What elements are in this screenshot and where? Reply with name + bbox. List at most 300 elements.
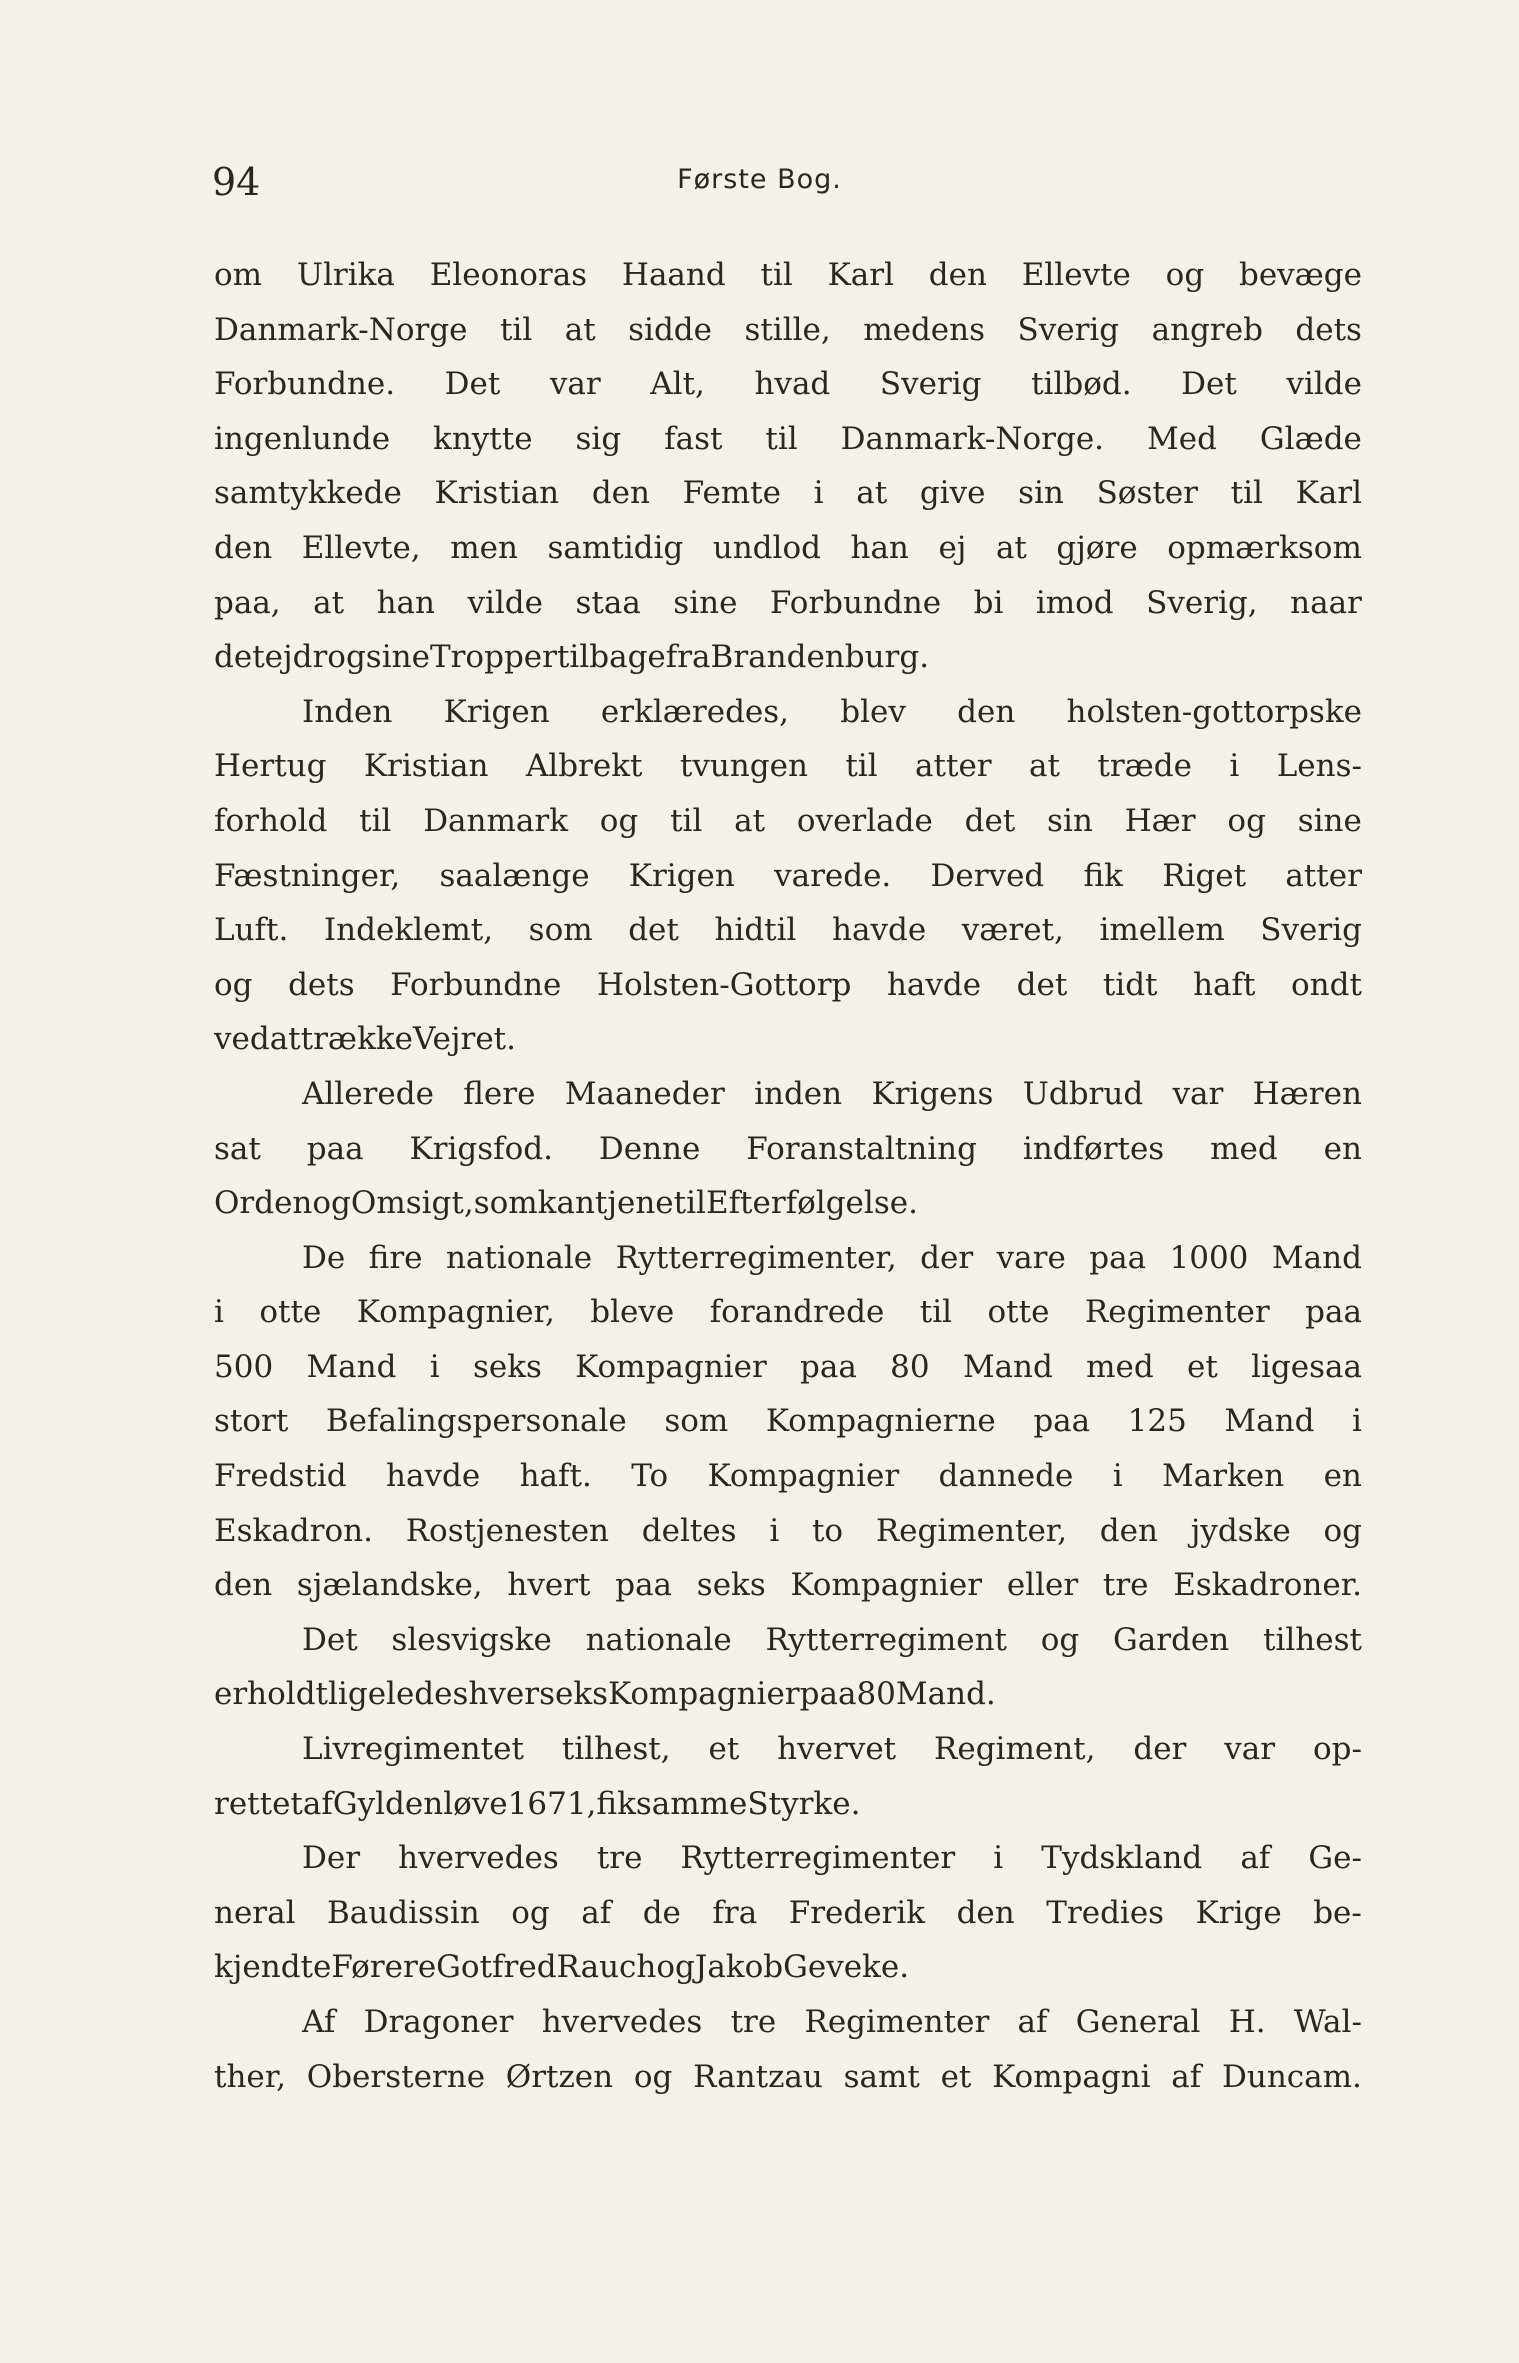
word: holsten-gottorpske [1066, 693, 1362, 730]
text-line [214, 630, 1362, 685]
word: Ulrika [296, 257, 395, 293]
word: Albrekt [525, 748, 643, 785]
text-line [214, 248, 1362, 303]
word: og [1323, 1512, 1362, 1549]
word: inden [754, 1075, 843, 1112]
word: To [631, 1458, 669, 1495]
word: erklæredes, [600, 693, 790, 730]
word: 1000 [1169, 1239, 1249, 1276]
text-line [214, 958, 1362, 1013]
word: haft [1193, 966, 1256, 1003]
word: bevæge [1238, 257, 1362, 293]
word: Efterfølgelse. [705, 1185, 918, 1222]
word: den [1099, 1512, 1158, 1549]
word: Dragoner [363, 2004, 514, 2040]
word: der [1133, 1731, 1187, 1768]
word: varede. [774, 857, 892, 894]
word: Alt, [650, 366, 705, 403]
word: Obersterne [306, 2058, 486, 2095]
word: 500 [214, 1348, 274, 1385]
word: imellem [1099, 912, 1225, 949]
word: Eskadroner. [1173, 1567, 1362, 1604]
word: ondt [1291, 966, 1362, 1003]
word: træde [1097, 748, 1192, 785]
word: Regimenter [1084, 1294, 1270, 1331]
word: i [993, 1840, 1004, 1877]
word: Fæstninger, [214, 857, 401, 894]
word: i [1351, 1403, 1362, 1440]
word: Jakob [694, 1949, 784, 1986]
word: staa [575, 584, 641, 621]
word: som [664, 1403, 729, 1440]
word: Det [444, 366, 501, 403]
word: vilde [467, 584, 543, 621]
word: Sverig [1017, 311, 1120, 348]
word: i [429, 1348, 440, 1385]
word: fra [665, 639, 711, 676]
word: Duncam. [1222, 2058, 1362, 2095]
word: til [670, 802, 703, 839]
word: 1671, [507, 1785, 597, 1822]
word: Denne [598, 1130, 701, 1167]
word: af [581, 1894, 612, 1931]
word: det [628, 912, 679, 949]
word: drog [292, 639, 366, 676]
word: dannede [938, 1458, 1074, 1495]
word: Ellevte, [301, 529, 421, 566]
word: Gotfred [436, 1949, 557, 1986]
word: trække [300, 1021, 413, 1058]
text-line [214, 1012, 1362, 1067]
word: Livregimentet [302, 1731, 524, 1768]
word: at [313, 584, 345, 621]
word: be- [1313, 1894, 1362, 1931]
word: et [940, 2058, 972, 2095]
word: tidt [1102, 966, 1158, 1003]
word: jydske [1190, 1512, 1291, 1549]
word: samtidig [547, 529, 684, 566]
word: til [499, 311, 533, 348]
word: Mand. [895, 1676, 996, 1713]
word: indførtes [1022, 1130, 1165, 1167]
word: der [920, 1239, 974, 1276]
word: Omsigt, [350, 1185, 474, 1222]
text-line [214, 1449, 1362, 1504]
word: to [811, 1512, 844, 1549]
word: kjendte [214, 1949, 332, 1986]
word: neral [214, 1894, 296, 1931]
word: paa [1033, 1403, 1091, 1440]
word: overlade [796, 802, 933, 839]
word: imod [1035, 584, 1114, 621]
word: atter [915, 748, 992, 785]
word: med [1210, 1130, 1278, 1167]
word: tilhest, [561, 1731, 671, 1768]
word: og [656, 1949, 695, 1986]
word: Det [302, 1621, 358, 1658]
word: Eskadron. [214, 1512, 373, 1549]
word: i [769, 1512, 780, 1549]
word: Kristian [363, 748, 489, 785]
word: den [591, 475, 650, 512]
word: vilde [1286, 366, 1362, 403]
word: Marken [1162, 1458, 1285, 1495]
word: sig [575, 420, 622, 457]
word: paa, [214, 584, 281, 621]
word: Krigens [871, 1075, 994, 1112]
word: havde [886, 966, 982, 1003]
word: forandrede [709, 1294, 885, 1331]
word: Femte [682, 475, 781, 512]
word: atter [1285, 857, 1362, 894]
word: af [302, 1785, 333, 1822]
word: det [1016, 966, 1068, 1003]
word: Tydskland [1041, 1840, 1203, 1877]
word: Danmark [423, 802, 568, 839]
word: Danmark-Norge. [840, 420, 1105, 457]
word: Maaneder [564, 1075, 725, 1112]
word: og [1165, 257, 1205, 293]
word: Holsten-Gottorp [596, 966, 852, 1003]
word: Kompagnier [575, 1348, 767, 1385]
word: rettet [214, 1785, 303, 1822]
word: Sverig, [1146, 584, 1258, 621]
word: vare [996, 1239, 1066, 1276]
word: til [1230, 475, 1263, 512]
word: været, [961, 912, 1064, 949]
word: Vejret. [413, 1021, 516, 1058]
word: han [850, 529, 909, 566]
word: og [511, 1894, 550, 1931]
page-number: 94 [212, 160, 261, 204]
word: forhold [214, 802, 328, 839]
word: til [919, 1294, 953, 1331]
text-line [214, 576, 1362, 631]
text-line [214, 685, 1362, 740]
word: Glæde [1259, 420, 1362, 457]
text-line [214, 849, 1362, 904]
word: et [1187, 1348, 1218, 1385]
word: Danmark-Norge [214, 311, 468, 348]
word: det [964, 802, 1016, 839]
text-line [214, 1722, 1362, 1777]
word: H. [1228, 2004, 1266, 2040]
word: paa [799, 1676, 857, 1713]
word: Regiment, [934, 1731, 1096, 1768]
word: Garden [1113, 1621, 1230, 1658]
word: kan [537, 1185, 595, 1222]
word: i [1112, 1458, 1123, 1495]
word: Krigen [443, 693, 550, 730]
word: Regimenter, [875, 1512, 1068, 1549]
word: Hær [1124, 802, 1196, 839]
word: samt [843, 2058, 920, 2095]
word: nationale [585, 1621, 732, 1658]
word: Sverig [879, 366, 982, 403]
word: 80 [856, 1676, 896, 1713]
text-line [214, 1231, 1362, 1286]
word: om [214, 257, 263, 293]
word: Luft. [214, 912, 289, 949]
word: det [214, 639, 265, 676]
word: Befalingspersonale [325, 1403, 627, 1440]
word: sin [1047, 802, 1093, 839]
word: Forbundne [769, 584, 942, 621]
word: hvervedes [541, 2004, 703, 2040]
word: af [1171, 2058, 1202, 2095]
word: dets [1295, 311, 1362, 348]
word: ligeledes [328, 1676, 469, 1713]
body-text [214, 248, 1362, 2104]
word: fik [596, 1785, 636, 1822]
word: Kompagnier [707, 1458, 900, 1495]
text-line [214, 1886, 1362, 1941]
word: ligesaa [1251, 1348, 1362, 1385]
word: deltes [641, 1512, 737, 1549]
word: sidde [628, 311, 712, 348]
text-line [214, 1940, 1362, 1995]
word: Kompagnier [608, 1676, 800, 1713]
word: Indeklemt, [323, 912, 494, 949]
text-line [214, 1394, 1362, 1449]
word: fast [664, 420, 723, 457]
word: af [1017, 2004, 1048, 2040]
word: Fredstid [214, 1458, 347, 1495]
word: fik [1083, 857, 1123, 894]
word: var [1172, 1075, 1224, 1112]
word: sine [365, 639, 430, 676]
word: at [269, 1021, 301, 1058]
word: men [450, 529, 518, 566]
word: Søster [1096, 475, 1198, 512]
word: Derved [930, 857, 1045, 894]
word: og [1040, 1621, 1080, 1658]
word: tilhest [1263, 1621, 1362, 1658]
word: Kompagni [992, 2058, 1151, 2095]
text-line [214, 2050, 1362, 2105]
text-line [214, 1613, 1362, 1668]
word: De [302, 1239, 346, 1276]
word: Mand [962, 1348, 1053, 1385]
word: til [673, 1185, 706, 1222]
word: nationale [445, 1239, 593, 1276]
word: Riget [1162, 857, 1247, 894]
text-line [214, 739, 1362, 794]
word: sin [1018, 475, 1064, 512]
word: 125 [1127, 1403, 1187, 1440]
word: Lens- [1276, 748, 1362, 785]
text-line [214, 466, 1362, 521]
word: flere [463, 1075, 536, 1112]
word: Regimenter [804, 2004, 990, 2040]
text-line [214, 1777, 1362, 1832]
word: Hertug [214, 748, 327, 785]
word: sat [214, 1130, 261, 1167]
word: paa [1089, 1239, 1147, 1276]
word: Rytterregiment [765, 1621, 1007, 1658]
word: en [1323, 1130, 1362, 1167]
word: hver [468, 1676, 540, 1713]
word: at [856, 475, 888, 512]
word: Krige [1195, 1894, 1282, 1931]
word: Tropper [429, 639, 557, 676]
word: Førere [331, 1949, 437, 1986]
word: slesvigske [391, 1621, 552, 1658]
word: seks [539, 1676, 609, 1713]
word: ther, [214, 2058, 287, 2095]
word: den [928, 257, 987, 293]
word: at [995, 529, 1027, 566]
word: den [957, 693, 1016, 730]
word: hvert [507, 1567, 591, 1604]
word: Med [1147, 420, 1217, 457]
word: Hæren [1252, 1075, 1362, 1112]
word: Wal- [1293, 2004, 1362, 2040]
text-line [214, 1831, 1362, 1886]
word: Ellevte [1021, 257, 1131, 293]
word: stille, [744, 311, 831, 348]
word: ej [938, 529, 967, 566]
word: af [1240, 1840, 1271, 1877]
text-line [214, 412, 1362, 467]
word: Geveke. [783, 1949, 910, 1986]
word: Karl [827, 257, 894, 293]
text-line [214, 357, 1362, 412]
word: hvervet [777, 1731, 897, 1768]
word: Styrke. [747, 1785, 861, 1822]
word: eller [1006, 1567, 1079, 1604]
word: Kompagnier [790, 1567, 983, 1604]
word: Krigen [628, 857, 735, 894]
word: Kompagnier, [356, 1294, 555, 1331]
word: hvad [754, 366, 831, 403]
word: seks [472, 1348, 542, 1385]
word: til [845, 748, 878, 785]
word: Udbrud [1022, 1075, 1144, 1112]
text-line [214, 1667, 1362, 1722]
word: sjælandske, [296, 1567, 483, 1604]
word: medens [863, 311, 986, 348]
word: paa [306, 1130, 364, 1167]
word: og [1227, 802, 1266, 839]
text-line [214, 1067, 1362, 1122]
word: Ge- [1308, 1840, 1362, 1877]
word: ved [214, 1021, 270, 1058]
word: paa [1305, 1294, 1362, 1331]
word: Rytterregimenter, [615, 1239, 897, 1276]
word: Forbundne [390, 966, 562, 1003]
word: stort [214, 1403, 289, 1440]
word: 80 [890, 1348, 930, 1385]
word: fra [712, 1894, 758, 1931]
word: tre [1102, 1567, 1149, 1604]
word: i [214, 1294, 224, 1331]
word: naar [1290, 584, 1362, 621]
word: havde [832, 912, 927, 949]
word: Tredies [1046, 1894, 1165, 1931]
word: tre [730, 2004, 777, 2040]
word: Kompagnierne [765, 1403, 996, 1440]
word: saalænge [439, 857, 590, 894]
word: Mand [306, 1348, 397, 1385]
word: hvervedes [398, 1840, 559, 1877]
word: Rantzau [693, 2058, 823, 2095]
word: Foranstaltning [746, 1130, 977, 1167]
word: opmærksom [1167, 529, 1362, 566]
word: til [760, 257, 793, 293]
word: erholdt [214, 1676, 329, 1713]
word: og [599, 802, 639, 839]
word: en [1323, 1458, 1362, 1495]
word: som [473, 1185, 538, 1222]
word: paa [615, 1567, 673, 1604]
word: Af [302, 2004, 336, 2040]
word: ingenlunde [214, 420, 391, 457]
word: Baudissin [327, 1894, 480, 1931]
word: otte [987, 1294, 1050, 1331]
word: General [1075, 2004, 1201, 2040]
word: gjøre [1056, 529, 1138, 566]
word: paa [800, 1348, 857, 1385]
word: den [214, 1567, 273, 1604]
word: tilbød. [1031, 366, 1132, 403]
text-line [214, 1995, 1362, 2050]
word: Frederik [788, 1894, 926, 1931]
word: angreb [1151, 311, 1263, 348]
word: den [956, 1894, 1015, 1931]
word: til [765, 420, 798, 457]
word: Orden [214, 1185, 313, 1222]
word: give [919, 475, 986, 512]
text-line [214, 1504, 1362, 1559]
text-line [214, 303, 1362, 358]
word: Inden [302, 693, 393, 730]
word: otte [259, 1294, 322, 1331]
word: knytte [433, 420, 533, 457]
word: seks [696, 1567, 766, 1604]
text-line [214, 1285, 1362, 1340]
word: Kristian [434, 475, 560, 512]
word: at [1029, 748, 1060, 785]
word: den [214, 529, 273, 566]
word: tjene [594, 1185, 674, 1222]
word: Brandenburg. [710, 639, 930, 676]
word: Haand [621, 257, 726, 293]
word: tilbage [556, 639, 666, 676]
word: Mand [1271, 1239, 1362, 1276]
word: Rauch [556, 1949, 657, 1986]
word: sine [673, 584, 738, 621]
word: hidtil [714, 912, 797, 949]
word: tvungen [679, 748, 808, 785]
word: var [1224, 1731, 1276, 1768]
word: Eleonoras [429, 257, 588, 293]
word: Forbundne. [214, 366, 396, 403]
text-line [214, 1176, 1362, 1231]
word: til [359, 802, 392, 839]
text-line [214, 1558, 1362, 1613]
word: Rytterregimenter [680, 1840, 956, 1877]
word: han [376, 584, 435, 621]
word: de [642, 1894, 681, 1931]
word: i [1229, 748, 1240, 785]
word: sine [1297, 802, 1362, 839]
word: Krigsfod. [409, 1130, 553, 1167]
word: at [564, 311, 596, 348]
word: Sverig [1260, 912, 1362, 949]
word: Gyldenløve [332, 1785, 508, 1822]
text-line [214, 521, 1362, 576]
